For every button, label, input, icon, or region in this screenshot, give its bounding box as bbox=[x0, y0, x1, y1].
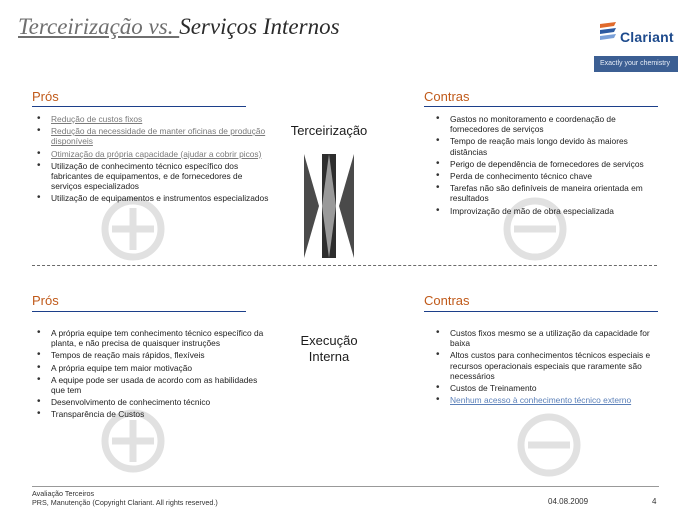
cons-heading-rule bbox=[424, 106, 658, 107]
page-number: 4 bbox=[652, 497, 657, 506]
section-divider bbox=[32, 265, 657, 266]
footer-line-2: PRS, Manutenção (Copyright Clariant. All rights reserved.) bbox=[32, 498, 218, 507]
list-item: • A própria equipe tem maior motivação bbox=[37, 361, 193, 373]
list-item: • Desenvolvimento de conhecimento técnico bbox=[37, 396, 211, 408]
footer-source bbox=[32, 489, 218, 507]
list-item: • Improvização de mão de obra especializada bbox=[436, 204, 614, 216]
cons-list bbox=[436, 114, 662, 218]
plus-circle-icon bbox=[100, 196, 166, 262]
list-item: • Gastos no monitoramento e coordenação de fornecedores de serviços bbox=[436, 113, 616, 135]
logo-name: Clariant bbox=[620, 29, 674, 45]
center-label-line-2: Interna bbox=[308, 349, 350, 364]
pros-heading: Prós bbox=[32, 293, 59, 308]
list-item: • Redução de custos fixos bbox=[37, 113, 143, 124]
pros-list bbox=[37, 328, 269, 422]
list-item: • Redução da necessidade de manter oficinas de produção disponíveis bbox=[37, 125, 266, 147]
pros-list bbox=[37, 114, 271, 206]
clariant-mark-icon bbox=[598, 20, 618, 42]
list-item: • Tempo de reação mais longo devido às maiores distâncias bbox=[436, 135, 628, 157]
pros-heading: Prós bbox=[32, 89, 59, 104]
footer-line-1: Avaliação Terceiros bbox=[32, 489, 95, 498]
minus-circle-icon bbox=[516, 412, 582, 478]
double-arrow-icon bbox=[304, 150, 354, 262]
center-label-outsourcing: Terceirização bbox=[290, 123, 368, 138]
list-item: • Custos fixos mesmo se a utilização da capacidade for baixa bbox=[436, 327, 650, 349]
cons-heading-rule bbox=[424, 311, 658, 312]
title-part-2: Serviços Internos bbox=[179, 14, 340, 39]
list-item: • Transparência de Custos bbox=[37, 408, 145, 420]
cons-list bbox=[436, 328, 662, 407]
clariant-logo bbox=[576, 8, 678, 70]
footer-date: 04.08.2009 bbox=[548, 497, 589, 506]
pros-heading-rule bbox=[32, 311, 246, 312]
list-item: • Utilização de conhecimento técnico específico dos fabricantes de equipamentos, e de fornecedores de serviços especializados bbox=[37, 159, 243, 192]
logo-tagline: Exactly your chemistry bbox=[594, 56, 678, 72]
list-item: • Otimização da própria capacidade (ajudar a cobrir picos) bbox=[37, 147, 262, 159]
title-part-1: Terceirização vs. bbox=[18, 14, 180, 39]
list-item: • Altos custos para conhecimentos técnicos especiais e recursos operacionais especiais que raramente são necessários bbox=[436, 349, 651, 381]
list-item: • Perigo de dependência de fornecedores de serviços bbox=[436, 157, 644, 169]
list-item: • Utilização de equipamentos e instrumentos especializados bbox=[37, 192, 269, 204]
list-item: • Tarefas não são definíveis de maneira orientada em resultados bbox=[436, 182, 643, 204]
cons-heading: Contras bbox=[424, 293, 470, 308]
list-item: • Perda de conhecimento técnico chave bbox=[436, 170, 592, 182]
list-item: • Custos de Treinamento bbox=[436, 382, 537, 394]
center-label-line-1: Execução bbox=[300, 333, 358, 348]
list-item: • A equipe pode ser usada de acordo com as habilidades que tem bbox=[37, 373, 258, 396]
list-item: • Nenhum acesso à conhecimento técnico externo bbox=[436, 394, 632, 406]
cons-heading: Contras bbox=[424, 89, 470, 104]
list-item: • Tempos de reação mais rápidos, flexíveis bbox=[37, 349, 205, 361]
footer-rule bbox=[32, 486, 659, 487]
center-label-internal bbox=[272, 333, 386, 365]
page-title bbox=[18, 14, 340, 40]
pros-heading-rule bbox=[32, 106, 246, 107]
list-item: • A própria equipe tem conhecimento técnico específico da planta, e não precisa de quaisquer instruções bbox=[37, 327, 264, 349]
